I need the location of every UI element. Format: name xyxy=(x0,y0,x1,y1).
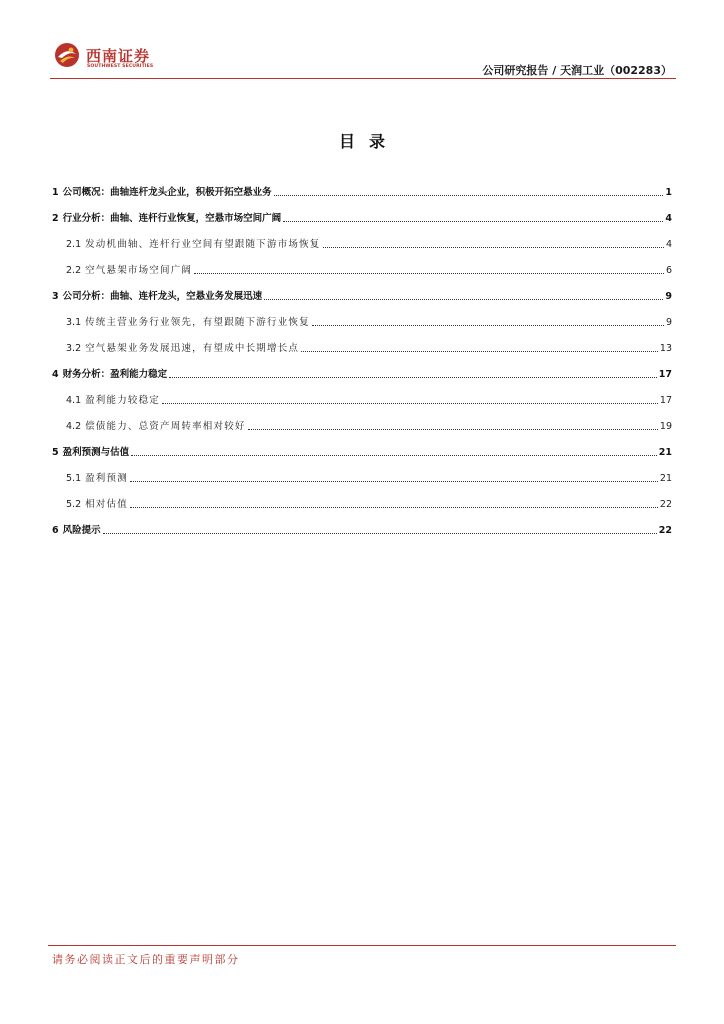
toc-entry-subsection[interactable] xyxy=(52,484,672,510)
toc-entry-number: 5.1 xyxy=(66,473,82,484)
toc-entry-title: 盈利预测 xyxy=(85,473,128,484)
toc-dot-leader xyxy=(103,533,657,534)
toc-entry-number: 3.2 xyxy=(66,343,82,354)
header-divider xyxy=(50,78,676,79)
logo-emblem-icon xyxy=(54,42,80,68)
toc-entry-section[interactable] xyxy=(52,432,672,458)
toc-entry-section[interactable] xyxy=(52,276,672,302)
toc-dot-leader xyxy=(162,403,658,404)
toc-entry-section[interactable] xyxy=(52,198,672,224)
toc-entry-subsection[interactable] xyxy=(52,328,672,354)
toc-entry-page-number: 21 xyxy=(659,473,672,484)
toc-entry-title: 发动机曲轴、连杆行业空间有望跟随下游市场恢复 xyxy=(85,239,321,250)
toc-dot-leader xyxy=(301,351,658,352)
toc-entry-page-number: 1 xyxy=(665,187,672,198)
toc-entry-subsection[interactable] xyxy=(52,458,672,484)
toc-entry-subsection[interactable] xyxy=(52,302,672,328)
toc-entry-number: 4 xyxy=(52,369,59,380)
toc-entry-number: 3 xyxy=(52,291,59,302)
toc-entry-title: 公司概况：曲轴连杆龙头企业，积极开拓空悬业务 xyxy=(62,187,272,198)
toc-entry-title: 盈利能力较稳定 xyxy=(85,395,161,406)
toc-entry-subsection[interactable] xyxy=(52,406,672,432)
footer-disclaimer: 请务必阅读正文后的重要声明部分 xyxy=(52,953,240,966)
toc-entry-title: 偿债能力、总资产周转率相对较好 xyxy=(85,421,246,432)
toc-entry-page-number: 4 xyxy=(665,239,672,250)
toc-entry-number: 2.1 xyxy=(66,239,82,250)
toc-entry-title: 财务分析：盈利能力稳定 xyxy=(62,369,168,380)
toc-dot-leader xyxy=(323,247,664,248)
toc-entry-subsection[interactable] xyxy=(52,224,672,250)
toc-entry-page-number: 6 xyxy=(665,265,672,276)
toc-entry-page-number: 22 xyxy=(659,499,672,510)
toc-entry-page-number: 22 xyxy=(658,525,672,536)
toc-entry-page-number: 4 xyxy=(665,213,672,224)
toc-title: 目录 xyxy=(338,132,399,151)
toc-entry-title: 行业分析：曲轴、连杆行业恢复，空悬市场空间广阔 xyxy=(62,213,282,224)
toc-dot-leader xyxy=(248,429,658,430)
toc-entry-title: 公司分析：曲轴、连杆龙头，空悬业务发展迅速 xyxy=(62,291,263,302)
toc-entry-subsection[interactable] xyxy=(52,380,672,406)
toc-entry-number: 5 xyxy=(52,447,59,458)
page-header xyxy=(50,40,676,82)
toc-dot-leader xyxy=(283,221,663,222)
report-header-title: 公司研究报告 / 天润工业（002283） xyxy=(482,64,672,77)
toc-dot-leader xyxy=(312,325,664,326)
toc-entry-title: 相对估值 xyxy=(85,499,128,510)
toc-entry-number: 3.1 xyxy=(66,317,82,328)
toc-entry-number: 4.1 xyxy=(66,395,82,406)
toc-entry-number: 2 xyxy=(52,213,59,224)
toc-entry-page-number: 13 xyxy=(659,343,672,354)
toc-entry-page-number: 19 xyxy=(659,421,672,432)
toc-entry-page-number: 9 xyxy=(665,291,672,302)
toc-entry-section[interactable] xyxy=(52,354,672,380)
table-of-contents xyxy=(52,172,672,536)
toc-entry-number: 1 xyxy=(52,187,59,198)
toc-entry-title: 空气悬架市场空间广阔 xyxy=(85,265,193,276)
toc-entry-page-number: 17 xyxy=(658,369,672,380)
toc-entry-page-number: 9 xyxy=(665,317,672,328)
logo-chinese-name: 西南证券 xyxy=(86,47,151,65)
toc-dot-leader xyxy=(264,299,663,300)
toc-entry-title: 空气悬架业务发展迅速，有望成中长期增长点 xyxy=(85,343,300,354)
toc-entry-title: 盈利预测与估值 xyxy=(62,447,130,458)
toc-dot-leader xyxy=(130,507,658,508)
toc-entry-section[interactable] xyxy=(52,172,672,198)
footer-divider xyxy=(48,945,676,946)
toc-dot-leader xyxy=(169,377,657,378)
toc-entry-page-number: 17 xyxy=(659,395,672,406)
toc-entry-number: 5.2 xyxy=(66,499,82,510)
toc-entry-number: 2.2 xyxy=(66,265,82,276)
toc-dot-leader xyxy=(274,195,664,196)
toc-entry-title: 传统主营业务行业领先，有望跟随下游行业恢复 xyxy=(85,317,310,328)
toc-entry-number: 6 xyxy=(52,525,59,536)
toc-dot-leader xyxy=(130,481,658,482)
toc-entry-subsection[interactable] xyxy=(52,250,672,276)
toc-entry-page-number: 21 xyxy=(658,447,672,458)
logo-english-name: SOUTHWEST SECURITIES xyxy=(87,64,154,69)
toc-entry-section[interactable] xyxy=(52,510,672,536)
toc-dot-leader xyxy=(194,273,664,274)
toc-dot-leader xyxy=(131,455,657,456)
company-logo xyxy=(54,40,174,76)
toc-entry-number: 4.2 xyxy=(66,421,82,432)
toc-entry-title: 风险提示 xyxy=(62,525,101,536)
